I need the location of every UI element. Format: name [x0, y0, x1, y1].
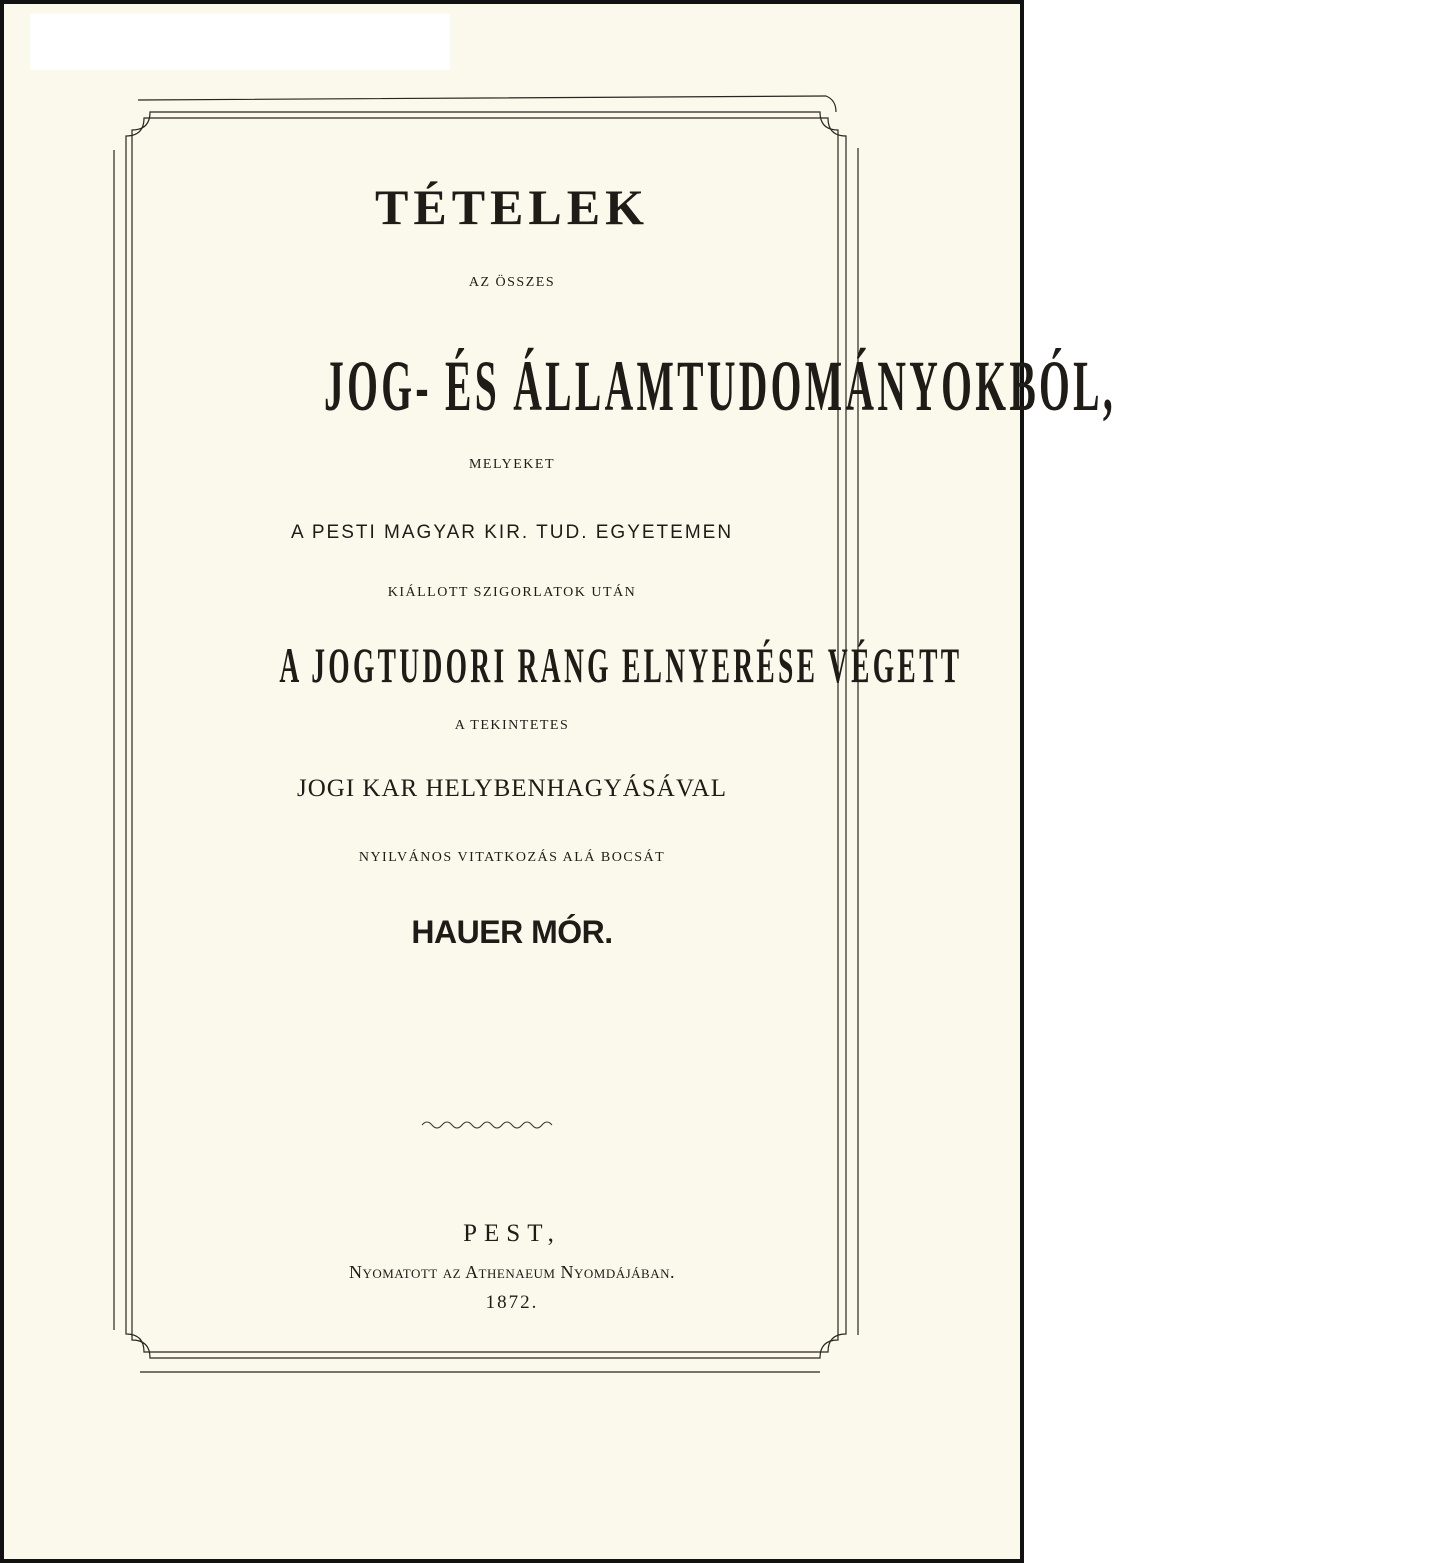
wavy-divider-ornament	[420, 1117, 560, 1133]
imprint-place: PEST,	[463, 1220, 561, 1247]
relative-clause: MELYEKET	[468, 457, 556, 472]
purpose-headline-text: A JOGTUDORI RANG ELNYERÉSE VÉGETT	[279, 637, 963, 693]
imprint-printer: Nyomatott az Athenaeum Nyomdájában.	[348, 1262, 676, 1282]
author-name: HAUER MÓR.	[411, 914, 613, 950]
page-title: TÉTELEK	[375, 179, 649, 235]
subject-headline-text: JOG- ÉS ÁLLAMTUDOMÁNYOKBÓL,	[324, 346, 1117, 426]
subject-headline	[0, 346, 1117, 426]
authority-line: JOGI KAR HELYBENHAGYÁSÁVAL	[297, 775, 727, 802]
imprint-year: 1872.	[485, 1292, 539, 1313]
action-line: NYILVÁNOS VITATKOZÁS ALÁ BOCSÁT	[358, 850, 666, 865]
purpose-headline	[0, 637, 1024, 693]
institution-line: A PESTI MAGYAR KIR. TUD. EGYETEMEN	[290, 522, 734, 543]
condition-line: KIÁLLOTT SZIGORLATOK UTÁN	[387, 585, 637, 600]
authority-intro: A TEKINTETES	[454, 718, 570, 733]
subtitle-intro: AZ ÖSSZES	[468, 275, 556, 290]
